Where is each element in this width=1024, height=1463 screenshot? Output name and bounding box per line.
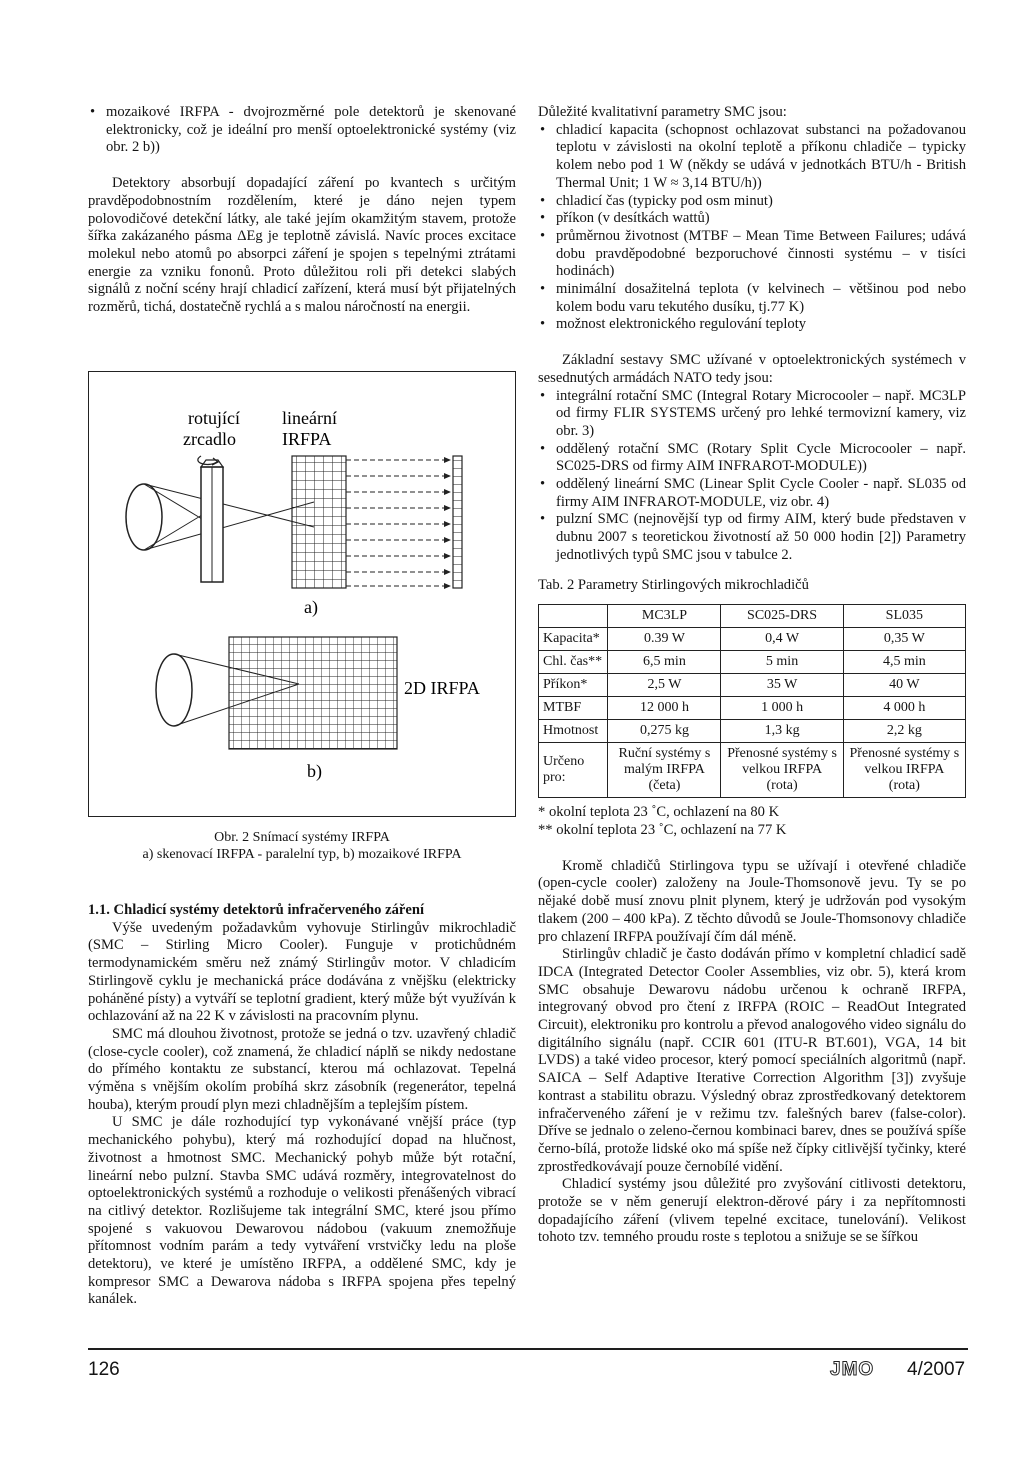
table-cell: 2,2 kg	[843, 720, 965, 743]
table-row	[539, 743, 966, 798]
list-item: • oddělený rotační SMC (Rotary Split Cycle Microcooler – např. SC025-DRS od firmy AIM INFRAROT-MODULE))	[538, 441, 966, 476]
table-cell: 2,5 W	[608, 674, 721, 697]
list-item: • možnost elektronického regulování teploty	[538, 316, 966, 334]
list-item: • integrální rotační SMC (Integral Rotary Microcooler – např. MC3LP od firmy FLIR SYSTEMS určený pro lehké termovizní kamery, viz obr. 3)	[538, 388, 966, 441]
table-cell: Příkon*	[539, 674, 608, 697]
list-item: • chladicí kapacita (schopnost ochlazovat substanci na požadovanou teplotu v závislosti na okolní teplotě a příkonu chladiče – typicky kolem nebo pod 1 W (někdy se udává v jednotkách BTU/h - British Thermal Unit; 1 W ≈ 3,14 BTU/h))	[538, 122, 966, 193]
label-zrcadlo: zrcadlo	[183, 429, 236, 449]
table-cell: 0.39 W	[608, 628, 721, 651]
section-cooling	[88, 896, 516, 1309]
table-cell: Přenosné systémy s velkou IRFPA (rota)	[843, 743, 965, 798]
table-cell: MTBF	[539, 697, 608, 720]
list-item: • pulzní SMC (nejnovější typ od firmy AIM, který bude představen v dubnu 2007 s teoretickou životností až 50 000 hodin [2]) Parametry jednotlivých typů SMC jsou v tabulce 2.	[538, 511, 966, 564]
label-rotujici: rotující	[188, 408, 240, 428]
list-item: • chladicí čas (typicky pod osm minut)	[538, 193, 966, 211]
irfpa-diagram	[89, 372, 517, 818]
table-row	[539, 674, 966, 697]
paragraph-kroma: Kromě chladičů Stirlingova typu se užívají i otevřené chladiče (open-cycle cooler) založeny na Joule-Thomsonově jevu. Ty se po nějaké době musí znovu plnit plynem, který je udržován pod vysokým tlakem (200 – 400 kPa). Z těchto důvodů se Joule-Thomsonovy chladiče pro chlazení IRFPA používají čím dál méně.	[538, 857, 966, 945]
paragraph-chladici: Chladicí systémy jsou důležité pro zvyšování citlivosti detektoru, protože se v něm generují elektron-děrové páry i za nepřítomnosti dopadajícího záření (vlivem tepelné excitace, tunelování). Velikost tohoto tzv. temného proudu roste s teplotou a snižuje se se šířkou	[538, 1176, 966, 1246]
table-cell: 0,35 W	[843, 628, 965, 651]
caption-line1: Obr. 2 Snímací systémy IRFPA	[214, 830, 390, 845]
table-note: ** okolní teplota 23 ˚C, ochlazení na 77 K	[538, 821, 787, 838]
mosaic-2d-irfpa-grid	[229, 637, 397, 749]
lens-a-icon	[126, 484, 162, 550]
journal-logo: JMO	[830, 1359, 875, 1380]
list-item: • oddělený lineární SMC (Linear Split Cycle Cooler - např. SL035 od firmy AIM INFRAROT-MODULE, viz obr. 4)	[538, 476, 966, 511]
section-heading: 1.1. Chladicí systémy detektorů infračerveného záření	[88, 902, 425, 918]
rotation-arrowhead-icon	[212, 458, 218, 465]
table-cell: 6,5 min	[608, 651, 721, 674]
right-column	[538, 104, 966, 1247]
table-cell: Hmotnost	[539, 720, 608, 743]
table-header-cell: SL035	[843, 605, 965, 628]
caption-line2: a) skenovací IRFPA - paralelní typ, b) mozaikové IRFPA	[142, 847, 462, 862]
section-paragraph-2: SMC má dlouhou životnost, protože se jedná o tzv. uzavřený chladič (close-cycle cooler), což znamená, že chladicí náplň se nikdy nedostane do přímého kontaktu ze substancí, kterou má ochlazovat. Tepelná výměna s vnějším okolím probíhá skrz zásobník (regenerátor, tepelná houba), kterým proudí plyn mezi chladnějším a teplejším pístem.	[88, 1025, 516, 1113]
list-item: • průměrnou životnost (MTBF – Mean Time Between Failures; udává dobu pravděpodobné bezporuchové činnosti systému – v tisíci hodinách)	[538, 228, 966, 281]
label-a: a)	[304, 597, 318, 617]
table-caption: Tab. 2 Parametry Stirlingových mikrochladičů	[538, 576, 809, 593]
paragraph-stirling: Stirlingův chladič je často dodáván přímo v kompletní chladicí sadě IDCA (Integrated Detector Cooler Assemblies, viz obr. 5), která krom SMC obsahuje Dewarovu nádobu určenou k ochraně IRFPA, integrovaný obvod pro čtení z IRFPA (ROIC – ReadOut Integrated Circuit), elektroniku pro kontrolu a převod analogového video signálu do digitálního signálu (např. CCIR 601 (ITU-R BT.601), VGA, 14 bit LVDS) a také video procesor, který pomocí speciálních algoritmů (např. SAICA – Self Adaptive Iterative Correction Algorithm [3]) zvyšuje kontrast a stabilitu obrazu. Výsledný obraz zprostředkovaný detektorem infračerveného záření je v režimu tzv. falešných barev (false-color). Dříve se jednalo o zeleno-černou kombinaci barev, dnes se používá spíše černo-bílá, protože lidské oko má spíše než čípky citlivější tyčinky, které zprostředkovávají pouze černobílé vidění.	[538, 946, 966, 1175]
table-cell: 35 W	[721, 674, 843, 697]
figure-irfpa-systems	[88, 371, 516, 817]
list-item: • mozaikové IRFPA - dvojrozměrné pole detektorů je skenované elektronicky, což je ideální pro menší optoelektronické systémy (viz obr. 2 b))	[88, 104, 516, 157]
list-item: • minimální dosažitelná teplota (v kelvinech – většinou pod nebo kolem bodu varu tekutého dusíku, tj.77 K)	[538, 281, 966, 316]
label-irfpa: IRFPA	[282, 429, 332, 449]
table-cell: Kapacita*	[539, 628, 608, 651]
lens-b-icon	[156, 654, 192, 726]
label-b: b)	[307, 761, 322, 781]
optical-rays-a	[144, 484, 314, 550]
issue-number: 4/2007	[907, 1359, 966, 1380]
table-cell: 1 000 h	[721, 697, 843, 720]
table-header-row	[539, 605, 966, 628]
table-cell: 0,4 W	[721, 628, 843, 651]
section-paragraph-3: U SMC je dále rozhodující typ vykonávané vnější práce (typ mechanického pohybu), který má rozhodující dopad na hlučnost, životnost a hmotnost SMC. Mechanický pohyb může být rotační, lineární nebo pulzní. Stavba SMC udává rozměry, integrovatelnost do optoelektronických systémů a rozhoduje o velikosti přenášených vibrací na citlivý detektor. Rozlišujeme tak integrální SMC, které jsou přímo spojené s vakuovou Dewarovou nádobou (vakuum znemožňuje přítomnost vodním parám a tedy vytváření vrstvičky ledu na ploše detektoru), ve které je umístěno IRFPA, a oddělené SMC, kdy je kompresor SMC a Dewarova nádoba s IRFPA spojena přes tepelný kanálek.	[88, 1114, 516, 1308]
table-cell: Přenosné systémy s velkou IRFPA (rota)	[721, 743, 843, 798]
table-cell: 1,3 kg	[721, 720, 843, 743]
table-cell: 4 000 h	[843, 697, 965, 720]
page-number: 126	[88, 1359, 120, 1380]
table-row	[539, 720, 966, 743]
scan-lines	[346, 460, 444, 586]
table-header-cell: MC3LP	[608, 605, 721, 628]
footer-rule	[88, 1348, 968, 1350]
params-list	[538, 122, 966, 334]
label-linearni: lineární	[282, 408, 337, 428]
table-cell: 40 W	[843, 674, 965, 697]
table-header-cell	[539, 605, 608, 628]
output-register	[453, 456, 462, 588]
table-cell: Určeno pro:	[539, 743, 608, 798]
paragraph-detektory: Detektory absorbují dopadající záření po kvantech s určitým pravděpodobnostním rozdělením, které je dáno nejen typem polovodičové detekční látky, ale také jejím okamžitým stavem, protože šířka zakázaného pásma ΔEg je teplotně závislá. Navíc proces excitace molekul nebo atomů po absorpci záření je spojen s tepelnými ztrátami energie za vzniku fononů. Proto důležitou roli při detekci slabých signálů z noční scény hrají chladicí zařízení, která musí být přijatelných rozměrů, tichá, dostatečně rychlá a s malou náročností na energii.	[88, 175, 516, 316]
table-row	[539, 651, 966, 674]
list-item: • příkon (v desítkách wattů)	[538, 210, 966, 228]
label-2d-irfpa: 2D IRFPA	[404, 678, 480, 698]
table-cell: 12 000 h	[608, 697, 721, 720]
smc-types-list	[538, 388, 966, 565]
section-paragraph-1: Výše uvedeným požadavkům vyhovuje Stirlingův mikrochladič (SMC – Stirling Micro Cooler). Funguje v protichůdném termodynamickém směru než známý Stirlingův motor. V chladicím Stirlingově cyklu je mechanická práce dodávána z vnějšku (elektricky poháněné písty) a vytváří se teplotní gradient, který může být využíván k ochlazování až na 22 K v závislosti na pracovním plynu.	[88, 919, 516, 1025]
params-intro: Důležité kvalitativní parametry SMC jsou:	[538, 104, 787, 120]
table-cell: 4,5 min	[843, 651, 965, 674]
table-row	[539, 697, 966, 720]
table-cell: 0,275 kg	[608, 720, 721, 743]
left-column	[88, 104, 516, 317]
table-header-cell: SC025-DRS	[721, 605, 843, 628]
table-row	[539, 628, 966, 651]
stirling-params-table	[538, 604, 966, 798]
table-notes	[538, 804, 966, 839]
figure-caption	[88, 829, 516, 863]
types-intro: Základní sestavy SMC užívané v optoelektronických systémech v sesednutých armádách NATO tedy jsou:	[538, 352, 966, 386]
irfpa-type-list	[88, 104, 516, 157]
table-cell: Ruční systémy s malým IRFPA (četa)	[608, 743, 721, 798]
scan-arrowheads	[444, 457, 451, 589]
table-cell: 5 min	[721, 651, 843, 674]
linear-irfpa-array	[292, 456, 346, 588]
table-cell: Chl. čas**	[539, 651, 608, 674]
table-note: * okolní teplota 23 ˚C, ochlazení na 80 K	[538, 804, 780, 821]
